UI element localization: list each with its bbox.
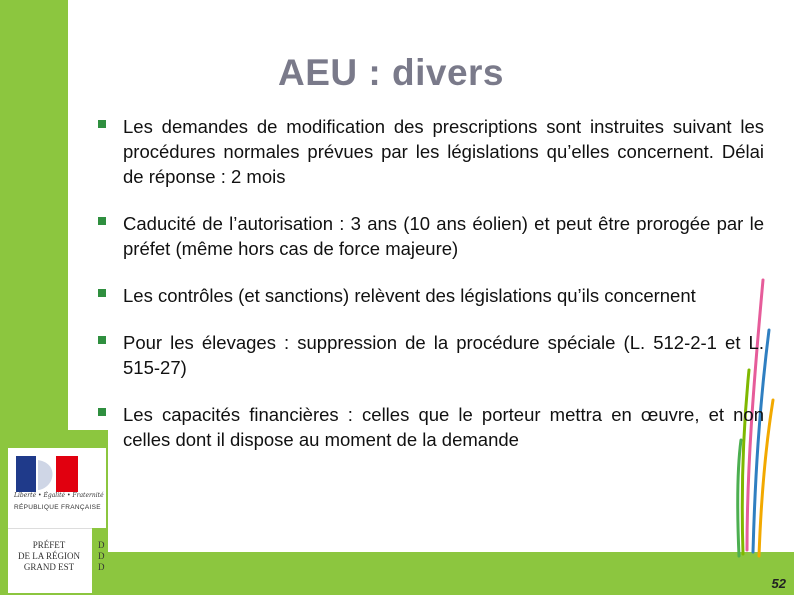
bullet-item <box>96 402 764 452</box>
prefet-text <box>12 540 86 573</box>
prefet-line: PRÉFET <box>32 540 66 550</box>
slide-title: AEU : divers <box>278 52 505 93</box>
logo-side-panel <box>92 448 106 528</box>
bullet-marker-icon <box>98 217 106 225</box>
bullet-item <box>96 330 764 380</box>
bullet-list <box>96 114 764 474</box>
cropped-text <box>98 540 106 573</box>
bullet-text: Les demandes de modification des prescriptions sont instruites suivant les procédures normales prévues par les législations qu’elles concernent. Délai de réponse : 2 mois <box>123 116 764 187</box>
bullet-item <box>96 114 764 189</box>
prefet-line: GRAND EST <box>23 562 75 572</box>
bullet-marker-icon <box>98 289 106 297</box>
bullet-marker-icon <box>98 408 106 416</box>
cropped-line: D <box>98 551 105 561</box>
devise-text: Liberté • Égalité • Fraternité <box>14 492 104 499</box>
republique-text: RÉPUBLIQUE FRANÇAISE <box>14 504 101 511</box>
bottom-green-bar <box>105 552 794 595</box>
bullet-item <box>96 211 764 261</box>
bullet-marker-icon <box>98 120 106 128</box>
cropped-line: D <box>98 540 105 550</box>
bullet-item <box>96 283 764 308</box>
bullet-marker-icon <box>98 336 106 344</box>
cropped-line: D <box>98 562 105 572</box>
bullet-text: Les contrôles (et sanctions) relèvent des législations qu’ils concernent <box>123 285 696 306</box>
bullet-text: Caducité de l’autorisation : 3 ans (10 ans éolien) et peut être prorogée par le préfet (même hors cas de force majeure) <box>123 213 764 259</box>
marianne-icon <box>16 456 78 492</box>
bullet-text: Pour les élevages : suppression de la procédure spéciale (L. 512-2-1 et L. 515-27) <box>123 332 764 378</box>
page-number: 52 <box>771 576 786 591</box>
prefet-line: DE LA RÉGION <box>18 551 80 561</box>
bullet-text: Les capacités financières : celles que le porteur mettra en œuvre, et non celles dont il dispose au moment de la demande <box>123 404 764 450</box>
